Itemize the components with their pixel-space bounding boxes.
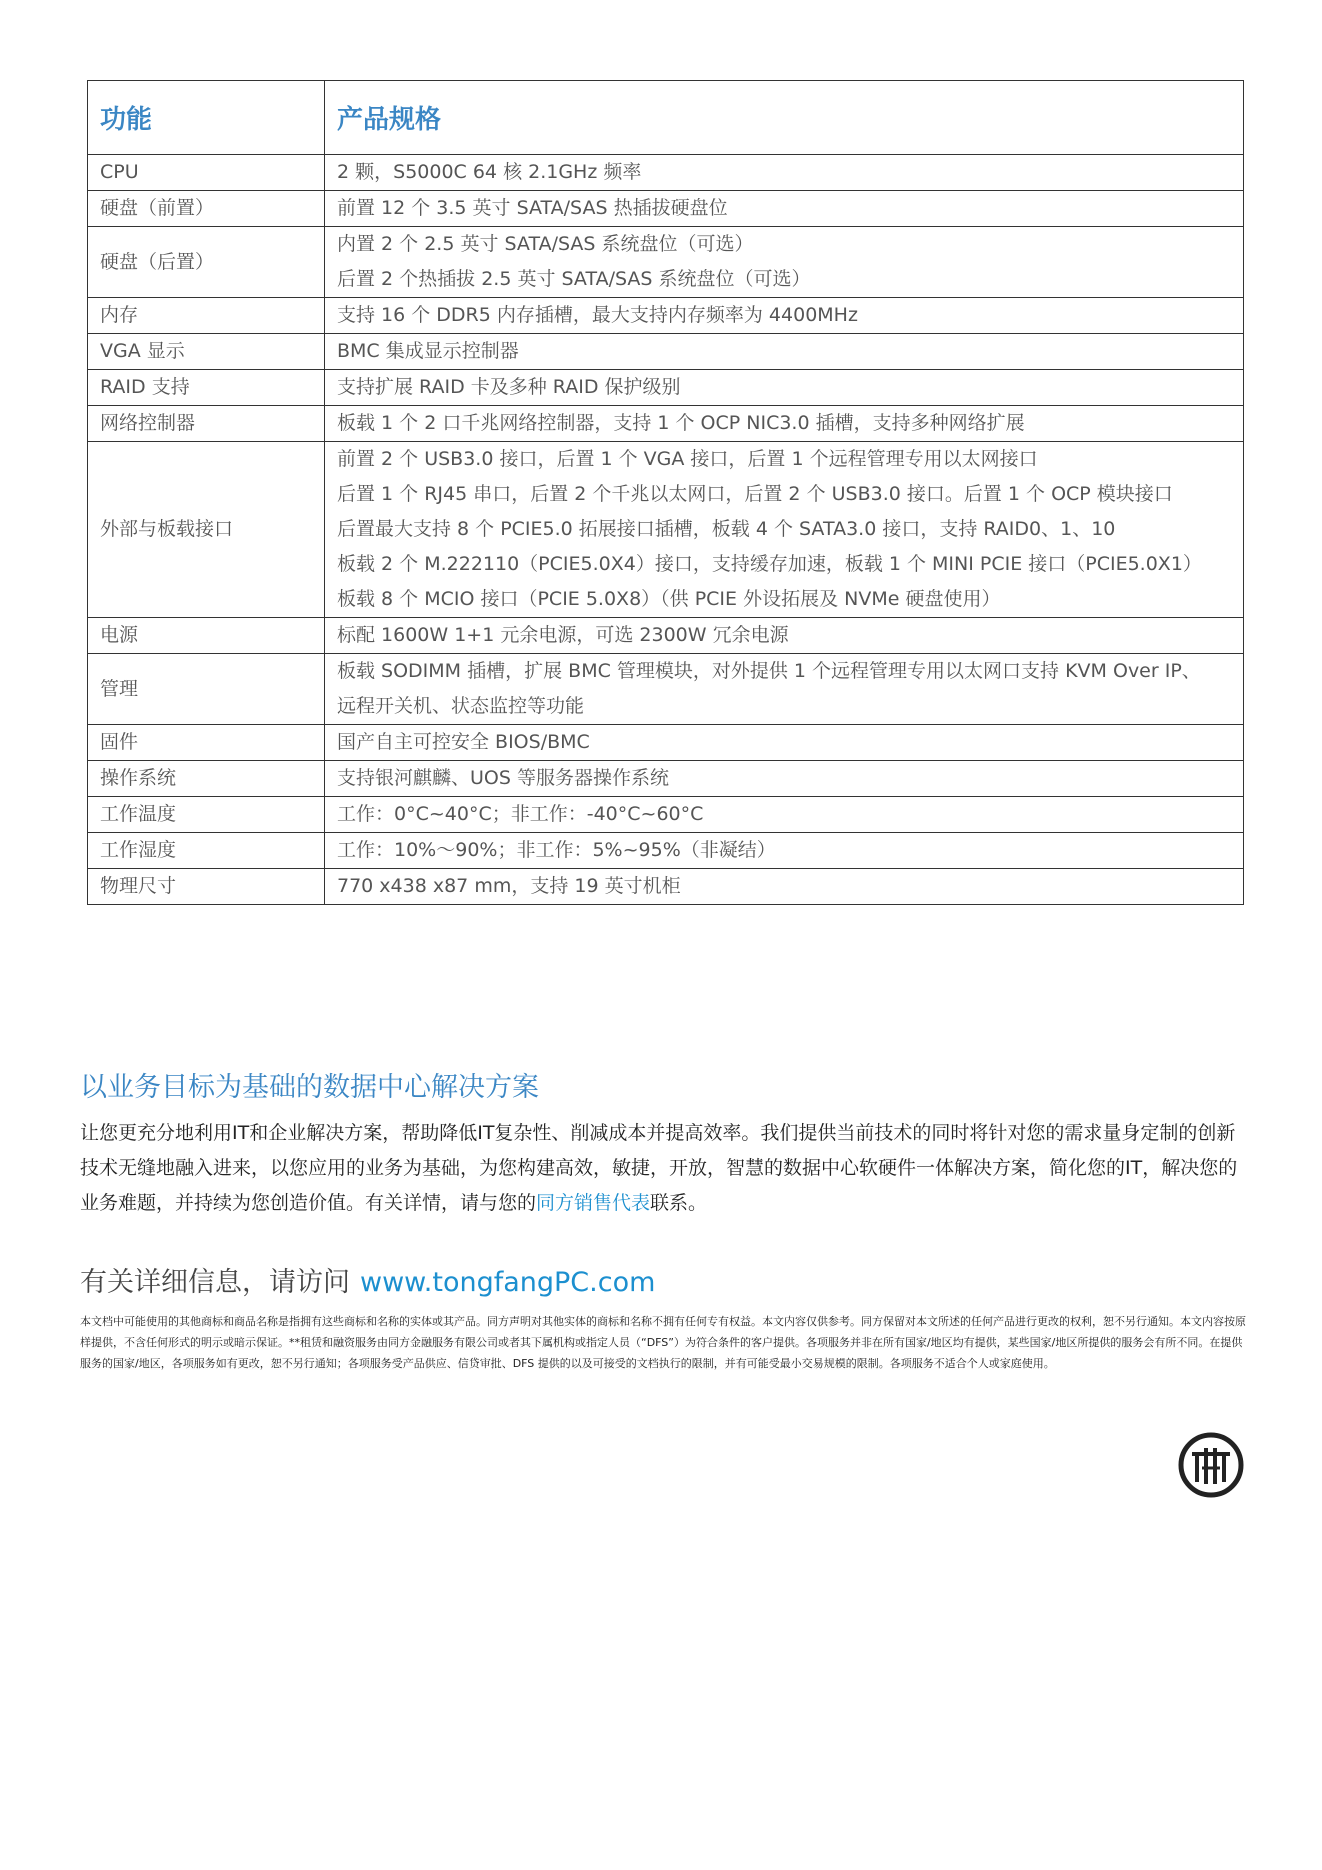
intro-text-end: 联系。: [650, 1192, 708, 1214]
table-row: [88, 761, 1244, 797]
spec-cell: [325, 155, 1244, 191]
spec-line: 板载 2 个 M.222110（PCIE5.0X4）接口，支持缓存加速，板载 1 个 MINI PCIE 接口（PCIE5.0X1）: [337, 553, 1202, 575]
spec-line: 工作：0°C~40°C；非工作：-40°C~60°C: [337, 803, 704, 825]
feature-cell: 硬盘（前置）: [88, 191, 325, 227]
table-row: [88, 191, 1244, 227]
spec-line: 工作：10%～90%；非工作：5%~95%（非凝结）: [337, 839, 776, 861]
spec-line: 支持扩展 RAID 卡及多种 RAID 保护级别: [337, 376, 681, 398]
feature-cell: 操作系统: [88, 761, 325, 797]
feature-cell: 工作温度: [88, 797, 325, 833]
visit-label: 有关详细信息，请访问: [80, 1267, 350, 1298]
feature-cell: 内存: [88, 298, 325, 334]
spec-line: 前置 12 个 3.5 英寸 SATA/SAS 热插拔硬盘位: [337, 197, 728, 219]
spec-cell: [325, 869, 1244, 905]
table-row: [88, 442, 1244, 618]
spec-line: 板载 8 个 MCIO 接口（PCIE 5.0X8）（供 PCIE 外设拓展及 NVMe 硬盘使用）: [337, 588, 1001, 610]
website-link[interactable]: www.tongfangPC.com: [360, 1267, 656, 1298]
spec-line: 支持 16 个 DDR5 内存插槽，最大支持内存频率为 4400MHz: [337, 304, 858, 326]
sales-rep-link[interactable]: 同方销售代表: [536, 1192, 651, 1214]
table-row: [88, 654, 1244, 725]
spec-table: [87, 80, 1244, 905]
spec-cell: [325, 442, 1244, 618]
spec-line: 国产自主可控安全 BIOS/BMC: [337, 731, 590, 753]
intro-paragraph: [80, 1116, 1252, 1221]
table-row: [88, 370, 1244, 406]
spec-line: 标配 1600W 1+1 元余电源，可选 2300W 冗余电源: [337, 624, 789, 646]
spec-cell: [325, 334, 1244, 370]
feature-cell: VGA 显示: [88, 334, 325, 370]
table-row: [88, 725, 1244, 761]
feature-cell: 工作湿度: [88, 833, 325, 869]
feature-cell: 外部与板载接口: [88, 442, 325, 618]
visit-line: [80, 1260, 655, 1299]
table-row: [88, 869, 1244, 905]
intro-text: 让您更充分地利用IT和企业解决方案，帮助降低IT复杂性、削减成本并提高效率。我们提供当前技术的同时将针对您的需求量身定制的创新技术无缝地融入进来，以您应用的业务为基础，为您构建高效，敏捷，开放，智慧的数据中心软硬件一体解决方案，简化您的IT，解决您的业务难题，并持续为您创造价值。有关详情，请与您的: [80, 1122, 1238, 1214]
tongfang-logo-icon: [1178, 1432, 1244, 1498]
feature-cell: 网络控制器: [88, 406, 325, 442]
disclaimer: 本文档中可能使用的其他商标和商品名称是指拥有这些商标和名称的实体或其产品。同方声明对其他实体的商标和名称不拥有任何专有权益。本文内容仅供参考。同方保留对本文所述的任何产品进行更改的权利，恕不另行通知。本文内容按原样提供，不含任何形式的明示或暗示保证。**租赁和融资服务由同方金融服务有限公司或者其下属机构或指定人员（“DFS”）为符合条件的客户提供。各项服务并非在所有国家/地区均有提供，某些国家/地区所提供的服务会有所不同。在提供服务的国家/地区，各项服务如有更改，恕不另行通知；各项服务受产品供应、信贷审批、DFS 提供的以及可接受的文档执行的限制，并有可能受最小交易规模的限制。各项服务不适合个人或家庭使用。: [80, 1315, 1246, 1370]
table-row: [88, 406, 1244, 442]
spec-cell: [325, 654, 1244, 725]
spec-cell: [325, 191, 1244, 227]
spec-line: 前置 2 个 USB3.0 接口，后置 1 个 VGA 接口，后置 1 个远程管理专用以太网接口: [337, 448, 1038, 470]
spec-line: BMC 集成显示控制器: [337, 340, 519, 362]
spec-cell: [325, 370, 1244, 406]
header-spec: 产品规格: [325, 81, 1244, 155]
spec-cell: [325, 406, 1244, 442]
table-row: [88, 298, 1244, 334]
spec-line: 内置 2 个 2.5 英寸 SATA/SAS 系统盘位（可选）: [337, 233, 754, 255]
spec-line: 远程开关机、状态监控等功能: [337, 695, 585, 717]
spec-line: 后置 2 个热插拔 2.5 英寸 SATA/SAS 系统盘位（可选）: [337, 268, 811, 290]
spec-cell: [325, 298, 1244, 334]
spec-line: 支持银河麒麟、UOS 等服务器操作系统: [337, 767, 669, 789]
section-title: 以业务目标为基础的数据中心解决方案: [80, 1072, 539, 1103]
spec-line: 板载 1 个 2 口千兆网络控制器，支持 1 个 OCP NIC3.0 插槽，支持多种网络扩展: [337, 412, 1025, 434]
table-row: [88, 797, 1244, 833]
spec-cell: [325, 618, 1244, 654]
table-header-row: [88, 81, 1244, 155]
spec-cell: [325, 797, 1244, 833]
table-row: [88, 227, 1244, 298]
table-row: [88, 155, 1244, 191]
table-row: [88, 334, 1244, 370]
spec-line: 后置最大支持 8 个 PCIE5.0 拓展接口插槽，板载 4 个 SATA3.0 接口，支持 RAID0、1、10: [337, 518, 1116, 540]
feature-cell: 电源: [88, 618, 325, 654]
feature-cell: 硬盘（后置）: [88, 227, 325, 298]
spec-line: 2 颗，S5000C 64 核 2.1GHz 频率: [337, 161, 642, 183]
table-row: [88, 833, 1244, 869]
feature-cell: 固件: [88, 725, 325, 761]
feature-cell: CPU: [88, 155, 325, 191]
spec-line: 后置 1 个 RJ45 串口，后置 2 个千兆以太网口，后置 2 个 USB3.0 接口。后置 1 个 OCP 模块接口: [337, 483, 1173, 505]
spec-table-body: [88, 155, 1244, 905]
header-feature: 功能: [88, 81, 325, 155]
table-row: [88, 618, 1244, 654]
spec-cell: [325, 725, 1244, 761]
spec-cell: [325, 227, 1244, 298]
feature-cell: 管理: [88, 654, 325, 725]
spec-cell: [325, 761, 1244, 797]
spec-line: 770 x438 x87 mm，支持 19 英寸机柜: [337, 875, 681, 897]
feature-cell: 物理尺寸: [88, 869, 325, 905]
spec-line: 板载 SODIMM 插槽，扩展 BMC 管理模块，对外提供 1 个远程管理专用以太网口支持 KVM Over IP、: [337, 660, 1201, 682]
feature-cell: RAID 支持: [88, 370, 325, 406]
spec-cell: [325, 833, 1244, 869]
